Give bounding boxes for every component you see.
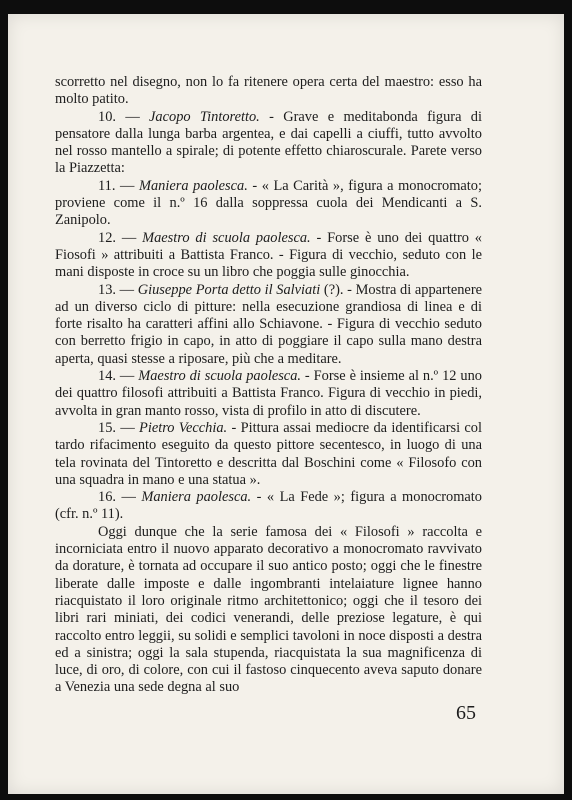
text-run: (?). - Mostra di appartenere ad un diverso ciclo di pitture: nella esecuzione grandiosa di linea e di forte risalto ha caratteri affini allo Schiavone. - Figura di vecchio seduto con berretto frigio in capo, in atto di poggiare il capo sulla mano destra aperta, quasi stesse a riposare, più che a meditare. [55, 281, 483, 367]
paragraph [55, 74, 482, 109]
paragraph [55, 420, 482, 489]
book-page [8, 14, 564, 794]
italic-heading: Jacopo Tintoretto. [149, 108, 260, 125]
text-run: 13. — [98, 281, 138, 298]
text-run: 16. — [98, 489, 142, 506]
text-run: Oggi dunque che la serie famosa dei « Filosofi » raccolta e incorniciata entro il nuovo apparato decorativo a monocromato ravvivato da dorature, è tornata ad occupare il suo antico posto; oggi che le finestre liberate dalle imposte e dalle ingombranti intelaiature lignee hanno riacquistato il loro originale ritmo architettonico; oggi che il tesoro dei libri rari miniati, dei codici venerandi, delle preziose legature, è qui raccolto entro leggii, su solidi e semplici tavoloni in noce disposti a destra ed a sinistra; oggi la sala stupenda, riacquistata la sua magnificenza di luce, di oro, di colore, con cui il fastoso cinquecento aveva saputo donare a Venezia una sede degna al suo [55, 523, 482, 696]
page-number: 65 [456, 702, 476, 724]
text-run: - « La Carità », figura a monocromato; proviene come il n.º 16 dalla soppressa cuola dei Mendicanti a S. Zanipolo. [55, 177, 482, 229]
italic-heading: Maniera paolesca. [138, 177, 248, 194]
text-run: 15. — [98, 419, 140, 436]
italic-heading: Giuseppe Porta detto il Salviati [137, 281, 321, 298]
paragraph [55, 109, 482, 178]
italic-heading: Maniera paolesca. [141, 489, 252, 506]
italic-heading: Pietro Vecchia. [139, 419, 228, 436]
text-run: - « La Fede »; figura a monocromato (cfr. n.º 11). [55, 489, 482, 523]
text-run: 10. — [98, 108, 150, 125]
italic-heading: Maestro di scuola paolesca. [142, 229, 311, 246]
text-run: - Forse è insieme al n.º 12 uno dei quattro filosofi attribuiti a Battista Franco. Figura di vecchio in piedi, avvolta in gran manto rosso, vista di profilo in atto di discutere. [55, 368, 482, 419]
text-run: 14. — [98, 368, 139, 385]
paragraph [55, 489, 482, 524]
text-run: - Pittura assai mediocre da identificarsi col tardo rifacimento eseguito da questo pittore secentesco, in luogo di una tela rovinata del Tintoretto e descritta dal Boschini come « Filosofo con una squadra in mano e una statua ». [55, 419, 482, 488]
paragraph [55, 230, 482, 282]
paragraph [55, 178, 482, 230]
paragraph [55, 368, 482, 420]
body-text [55, 74, 482, 697]
paragraph [55, 524, 482, 697]
text-run: scorretto nel disegno, non lo fa ritenere opera certa del maestro: esso ha molto patito. [55, 74, 482, 108]
italic-heading: Maestro di scuola paolesca. [138, 368, 301, 385]
text-run: - Grave e meditabonda figura di pensatore dalla lunga barba argentea, e dai capelli a ciuffi, tutto avvolto nel rosso mantello a spirale; di potente effetto chiaroscurale. Parete verso la Piazzetta: [55, 108, 482, 177]
paragraph [55, 282, 482, 368]
text-run: 12. — [98, 229, 143, 246]
text-run: - Forse è uno dei quattro « Fiosofi » attribuiti a Battista Franco. - Figura di vecchio, seduto con le mani disposte in croce su un libro che poggia sulle ginocchia. [55, 229, 482, 281]
text-run: 11. — [98, 177, 139, 194]
